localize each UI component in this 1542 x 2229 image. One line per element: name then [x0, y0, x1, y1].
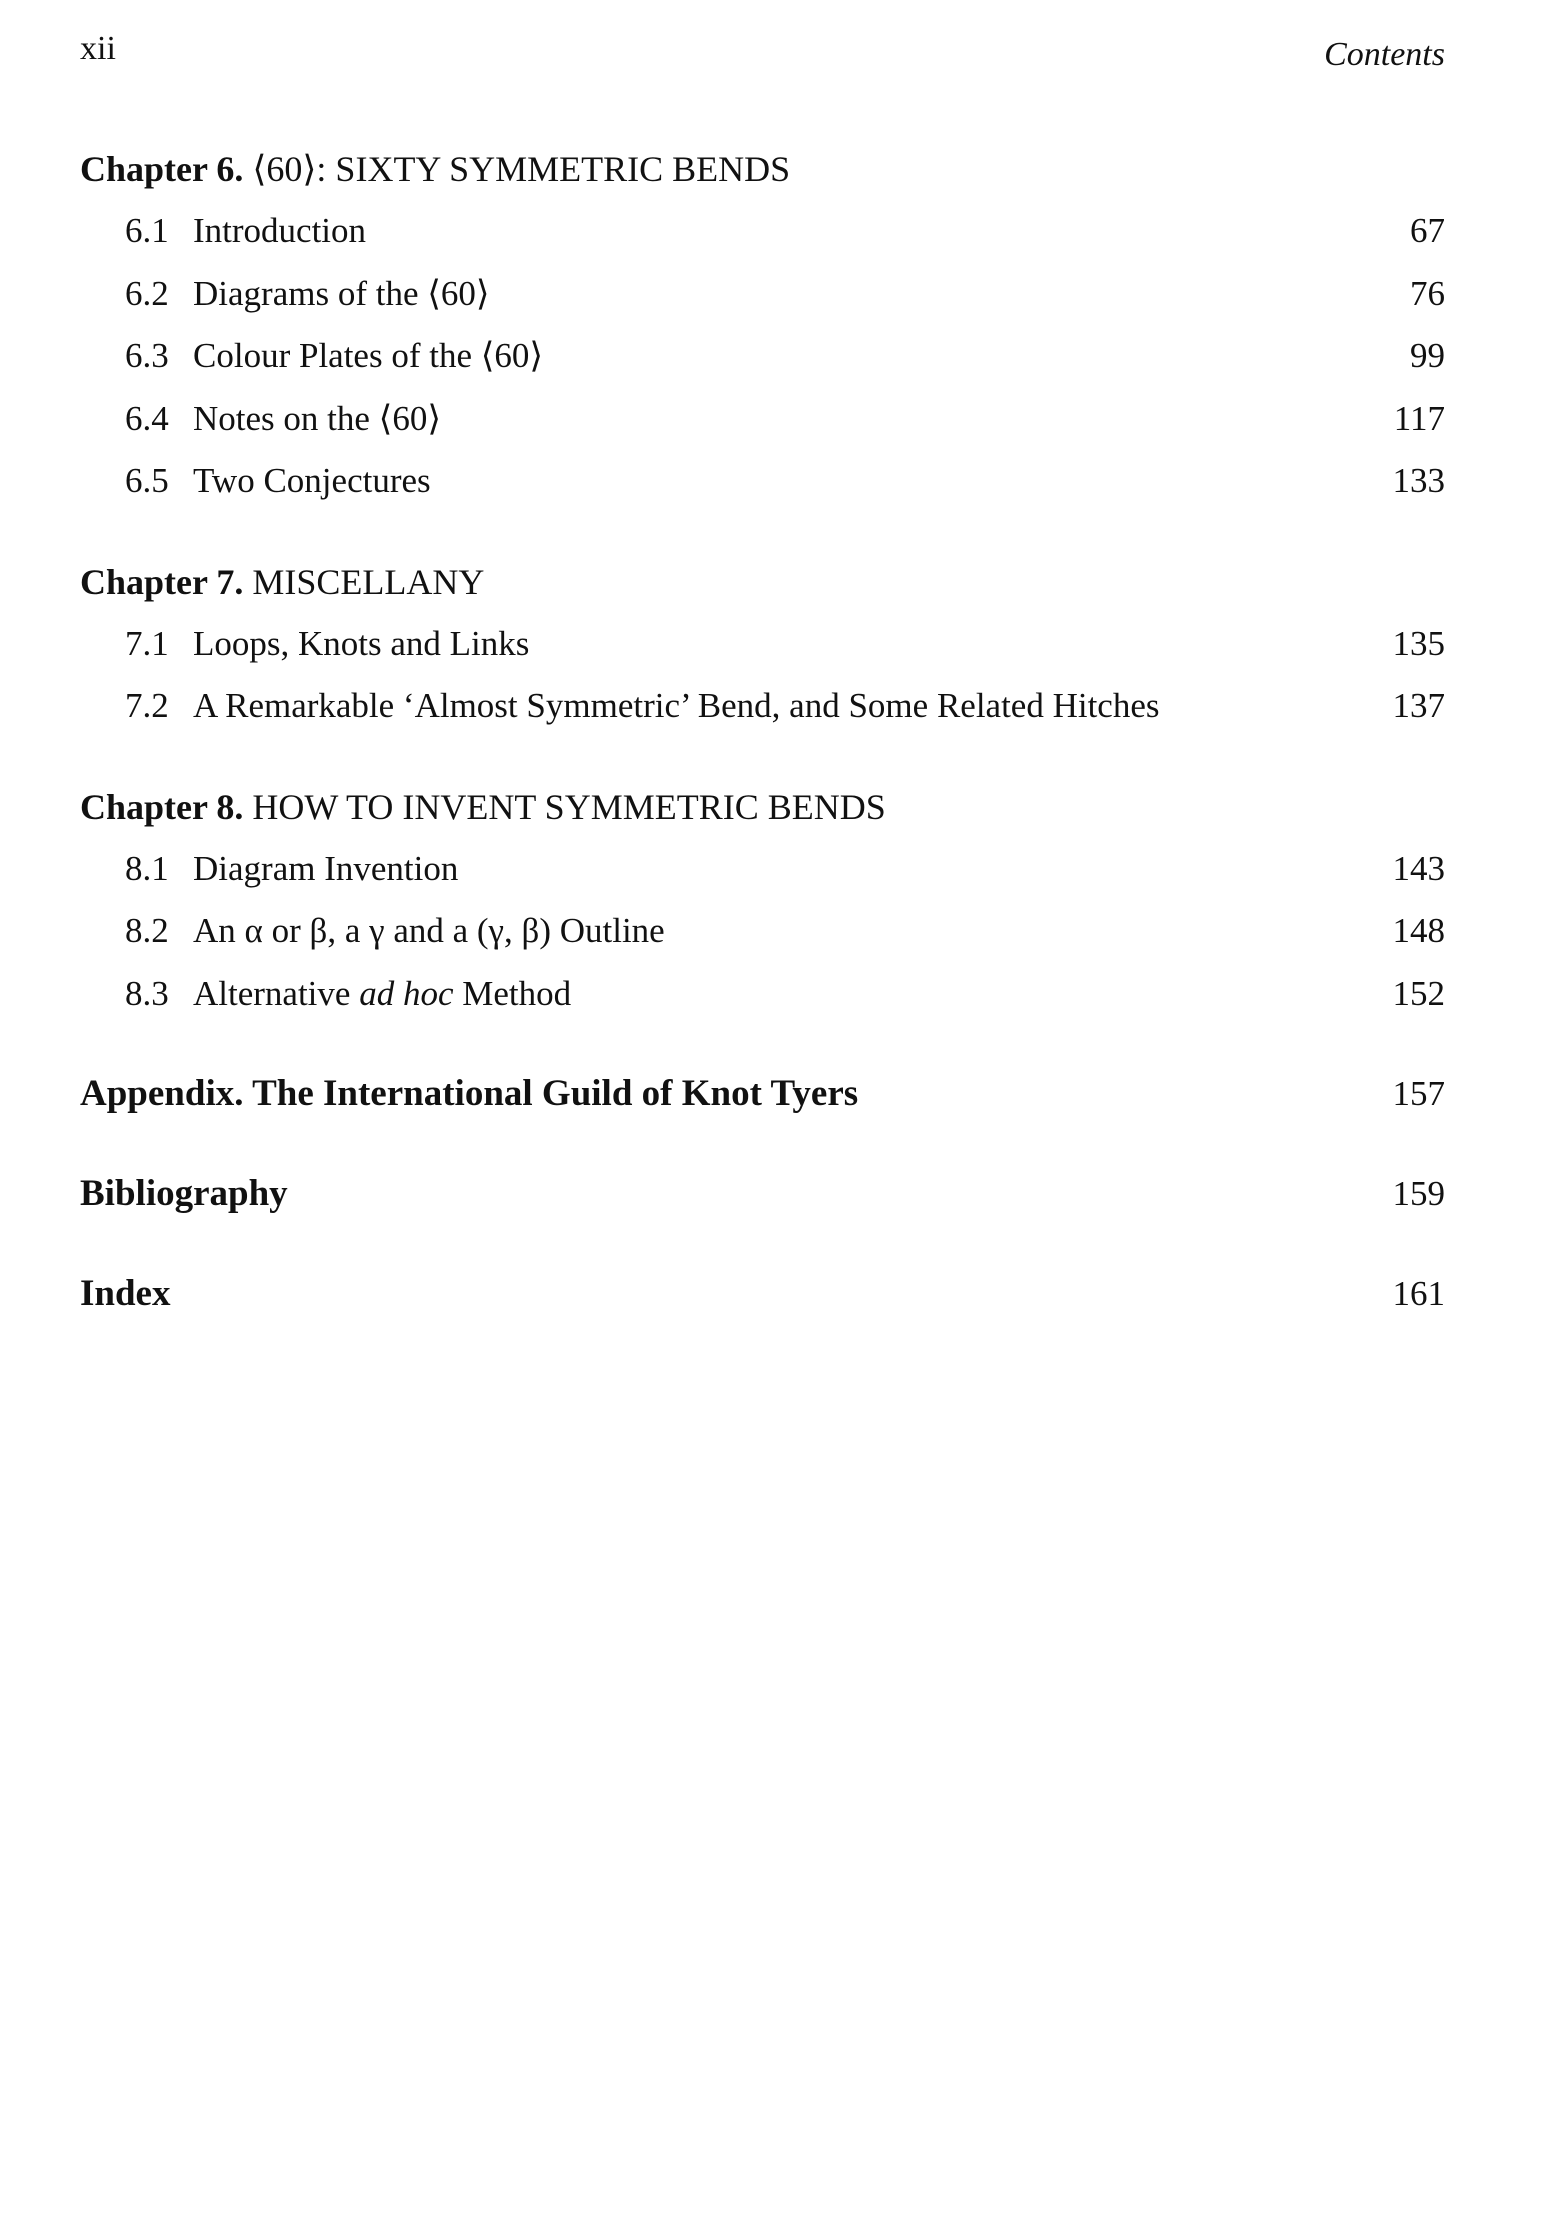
- section-page: 137: [1392, 686, 1445, 725]
- section-page: 76: [1410, 273, 1445, 313]
- back-matter-title: Index: [80, 1273, 171, 1314]
- section-title-emphasis: ad hoc: [359, 973, 454, 1013]
- chapter-8: [80, 776, 1445, 1026]
- toc-entry-bibliography[interactable]: [80, 1163, 1445, 1225]
- back-matter-page: 161: [1392, 1274, 1445, 1313]
- section-number: 8.1: [125, 848, 169, 888]
- chapter-title: [80, 138, 1445, 200]
- toc-entry-7-2[interactable]: [80, 675, 1445, 738]
- chapter-name: HOW TO INVENT SYMMETRIC BENDS: [252, 786, 886, 827]
- chapter-label: Chapter 6.: [80, 149, 244, 189]
- back-matter-title: Appendix. The International Guild of Knot Tyers: [80, 1073, 859, 1114]
- page-number: xii: [80, 30, 116, 67]
- toc-entry-6-4[interactable]: [80, 388, 1445, 451]
- table-of-contents: [80, 138, 1445, 1325]
- section-title: Notes on the ⟨60⟩: [193, 398, 441, 438]
- toc-entry-appendix[interactable]: [80, 1063, 1445, 1125]
- chapter-label: Chapter 7.: [80, 561, 244, 602]
- toc-entry-6-3[interactable]: [80, 325, 1445, 388]
- running-title: Contents: [1324, 36, 1445, 73]
- chapter-label: Chapter 8.: [80, 786, 244, 827]
- chapter-name: ⟨60⟩: SIXTY SYMMETRIC BENDS: [252, 149, 791, 189]
- toc-entry-8-2[interactable]: [80, 900, 1445, 963]
- section-number: 8.3: [125, 973, 169, 1013]
- section-title: Diagram Invention: [193, 848, 459, 888]
- section-number: 6.2: [125, 273, 169, 313]
- toc-entry-index[interactable]: [80, 1263, 1445, 1325]
- section-page: 148: [1392, 911, 1445, 950]
- spacer: [80, 513, 1445, 551]
- section-title-suffix: Method: [453, 973, 572, 1013]
- section-number: 6.4: [125, 398, 169, 438]
- section-page: 133: [1392, 461, 1445, 500]
- spacer: [80, 1125, 1445, 1163]
- toc-entry-7-1[interactable]: [80, 613, 1445, 676]
- section-title: Colour Plates of the ⟨60⟩: [193, 336, 544, 375]
- section-title-prefix: Alternative: [193, 973, 360, 1013]
- section-title: A Remarkable ‘Almost Symmetric’ Bend, and Some Related Hitches: [193, 686, 1160, 725]
- section-page: 152: [1392, 973, 1445, 1013]
- back-matter-page: 157: [1392, 1074, 1445, 1113]
- section-number: 7.2: [125, 686, 169, 725]
- spacer: [80, 738, 1445, 776]
- back-matter-title: Bibliography: [80, 1173, 288, 1214]
- back-matter-page: 159: [1392, 1174, 1445, 1213]
- toc-entry-6-2[interactable]: [80, 263, 1445, 326]
- section-page: 67: [1410, 211, 1445, 250]
- section-number: 6.5: [125, 461, 169, 500]
- section-page: 117: [1393, 398, 1445, 438]
- toc-entry-6-1[interactable]: [80, 200, 1445, 263]
- chapter-7: [80, 551, 1445, 738]
- section-number: 8.2: [125, 911, 169, 950]
- section-number: 6.1: [125, 211, 169, 250]
- spacer: [80, 1225, 1445, 1263]
- section-title: Introduction: [193, 211, 367, 250]
- chapter-title: [80, 551, 1445, 613]
- section-title: [193, 963, 571, 1026]
- chapter-name: MISCELLANY: [252, 561, 485, 602]
- toc-entry-6-5[interactable]: [80, 450, 1445, 513]
- toc-entry-8-1[interactable]: [80, 838, 1445, 901]
- running-head: [80, 30, 1445, 80]
- section-title: Loops, Knots and Links: [193, 623, 530, 663]
- chapter-title: [80, 776, 1445, 838]
- section-title: Diagrams of the ⟨60⟩: [193, 273, 490, 313]
- section-title: An α or β, a γ and a (γ, β) Outline: [193, 911, 665, 950]
- toc-entry-8-3[interactable]: [80, 963, 1445, 1026]
- section-number: 6.3: [125, 336, 169, 375]
- section-page: 99: [1410, 336, 1445, 375]
- section-page: 135: [1392, 623, 1445, 663]
- section-number: 7.1: [125, 623, 169, 663]
- section-title: Two Conjectures: [193, 461, 431, 500]
- section-page: 143: [1392, 848, 1445, 888]
- chapter-6: [80, 138, 1445, 513]
- spacer: [80, 1025, 1445, 1063]
